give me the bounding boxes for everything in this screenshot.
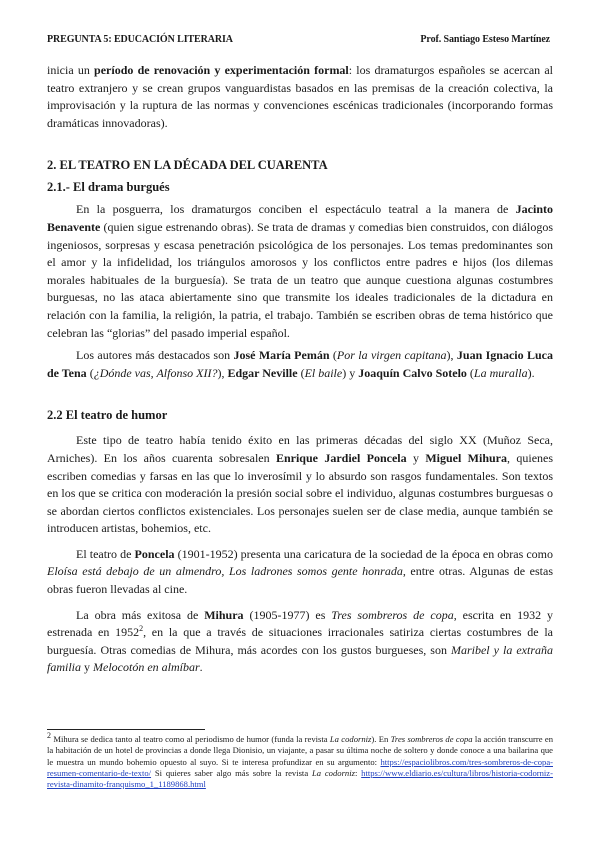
author-name: Jacinto Benavente (47, 202, 553, 234)
author-name: Enrique Jardiel Poncela (275, 450, 407, 465)
emphasis: período de renovación y experimentación formal (94, 63, 349, 77)
text: Si quieres saber algo más sobre la revista (151, 767, 312, 778)
text: : (354, 767, 362, 778)
text: . (199, 660, 203, 675)
work-title: La codorniz (329, 734, 372, 744)
work-title: Maribel y la extraña familia (47, 642, 553, 675)
text: , quienes escriben comedias y farsas en las que lo inverosímil y lo absurdo son rasgos fundamentales. Son textos en los que se critica con moderación la presión social sobre el individuo, algunas costumbres burguesas o se abordan ciertos conflictos existenciales. Los personajes suelen ser de clase media, aunque también se introducen artistas, bohemios, etc. (47, 450, 554, 536)
drama-burgues-paragraph-2 (47, 347, 553, 382)
author-name: Joaquín Calvo Sotelo (358, 365, 467, 380)
author-name: Mihura (204, 607, 244, 622)
footnote-reference[interactable]: 2 (139, 624, 144, 634)
text: Los autores más destacados son (76, 348, 234, 363)
text: inicia un (47, 63, 95, 77)
work-title: ¿Dónde vas, Alfonso XII? (93, 365, 218, 380)
text: ) y (342, 365, 359, 380)
text: y (406, 450, 426, 465)
work-title: Eloísa está debajo de un almendro, Los ladrones somos gente honrada (47, 564, 403, 579)
text: ). (527, 365, 535, 380)
text: (1901-1952) presenta una caricatura de la sociedad de la época en obras como (174, 546, 553, 561)
text: ( (297, 365, 305, 380)
work-title: La muralla (473, 365, 528, 380)
work-title: Tres sombreros de copa (390, 734, 473, 744)
page-header (47, 34, 550, 48)
author-name: Juan Ignacio Luca de Tena (47, 348, 553, 380)
header-author: Prof. Santiago Esteso Martínez (420, 34, 550, 45)
text: (quien sigue estrenando obras). Se trata de dramas y comedias bien construidos, con diálogos ingeniosos, sorpresas y escasa penetración psicológica de los personajes. Los temas predominantes son el amor y la infidelidad, los triángulos amorosos y los conflictos entre padres e hijos (los dilemas morales habituales de la burguesía). Se trata de un teatro que aunque cuestiona algunas costumbres burguesas, no las ataca abiertamente sino que transmite los ideales tradicionales de la dictadura en relación con la familia, la religión, la patria, el trabajo. También se escriben obras de tema histórico que celebran las “glorias” del pasado imperial español. (47, 219, 553, 340)
text: , en la que a través de situaciones irracionales satiriza ciertas costumbres de la burguesía. Otras comedias de Mihura, más acordes con los gustos burgueses, son (47, 625, 553, 657)
text: Mihura se dedica tanto al teatro como al periodismo de humor (funda la revista (51, 734, 330, 744)
author-name: Edgar Neville (227, 365, 298, 380)
work-title: Por la virgen capitana (336, 348, 447, 363)
footnote-divider (47, 729, 205, 730)
text: La obra más exitosa de (76, 607, 205, 622)
work-title: Melocotón en almíbar (93, 660, 200, 675)
text: El teatro de (76, 546, 135, 561)
author-name: Miguel Mihura (425, 450, 508, 465)
text: En la posguerra, los dramaturgos conciben el espectáculo teatral a la manera de (76, 202, 516, 217)
work-title: Tres sombreros de copa (331, 607, 454, 622)
text: , entre otras. Algunas de estas obras fueron llevadas al cine. (47, 564, 553, 597)
footnote-link-codorniz[interactable]: https://www.eldiario.es/cultura/libros/historia-codorniz-revista-dinamito-franquismo_1_1189868.html (47, 767, 553, 790)
text: ( (329, 348, 337, 363)
teatro-humor-paragraph-1 (47, 432, 553, 538)
text: ). En (371, 734, 391, 744)
subsection-heading-2-2: 2.2 El teatro de humor (47, 408, 168, 423)
teatro-humor-paragraph-2 (47, 546, 553, 599)
text: , escrita en 1932 y estrenada en 1952 (47, 607, 554, 640)
text: la acción transcurre en la habitación de un hotel de provincias a donde llega Dionisio, un viajante, a pasar su última noche de soltero y donde conoce a una bailarina que le muestra un mundo bohemio opuesto al suyo. Si te interesa profundizar en su argumento: (47, 734, 554, 767)
footnote-link-argument[interactable]: https://espaciolibros.com/tres-sombreros-de-copa-resumen-comentario-de-texto/ (47, 756, 553, 778)
author-name: José María Pemán (233, 348, 330, 363)
author-name: Poncela (134, 546, 175, 561)
text: Este tipo de teatro había tenido éxito en las primeras décadas del siglo XX (Muñoz Seca, Arniches). En los años cuarenta sobresalen (47, 433, 553, 465)
intro-paragraph (47, 62, 553, 132)
subsection-heading-2-1: 2.1.- El drama burgués (47, 180, 170, 195)
footnote (47, 731, 554, 790)
work-title: El baile (304, 365, 343, 380)
work-title: La codorniz (311, 767, 355, 778)
text: ), (446, 348, 457, 363)
section-heading-2: 2. EL TEATRO EN LA DÉCADA DEL CUARENTA (47, 158, 328, 173)
header-subject: PREGUNTA 5: EDUCACIÓN LITERARIA (47, 34, 233, 45)
teatro-humor-paragraph-3 (47, 607, 553, 677)
text: ( (86, 365, 94, 380)
text: ( (466, 365, 474, 380)
drama-burgues-paragraph-1 (47, 201, 553, 342)
text: ), (217, 365, 228, 380)
text: : los dramaturgos españoles se acercan al teatro extranjero y se crean grupos vanguardistas basados en las premisas de la creación colectiva, la improvisación y la ruptura de las normas y convenciones escénicas tradicionales (incorporando formas dramáticas innovadoras). (47, 63, 553, 130)
page-body (47, 62, 553, 677)
text: y (81, 660, 94, 675)
text: (1905-1977) es (243, 607, 332, 622)
footnote-number: 2 (47, 731, 51, 741)
